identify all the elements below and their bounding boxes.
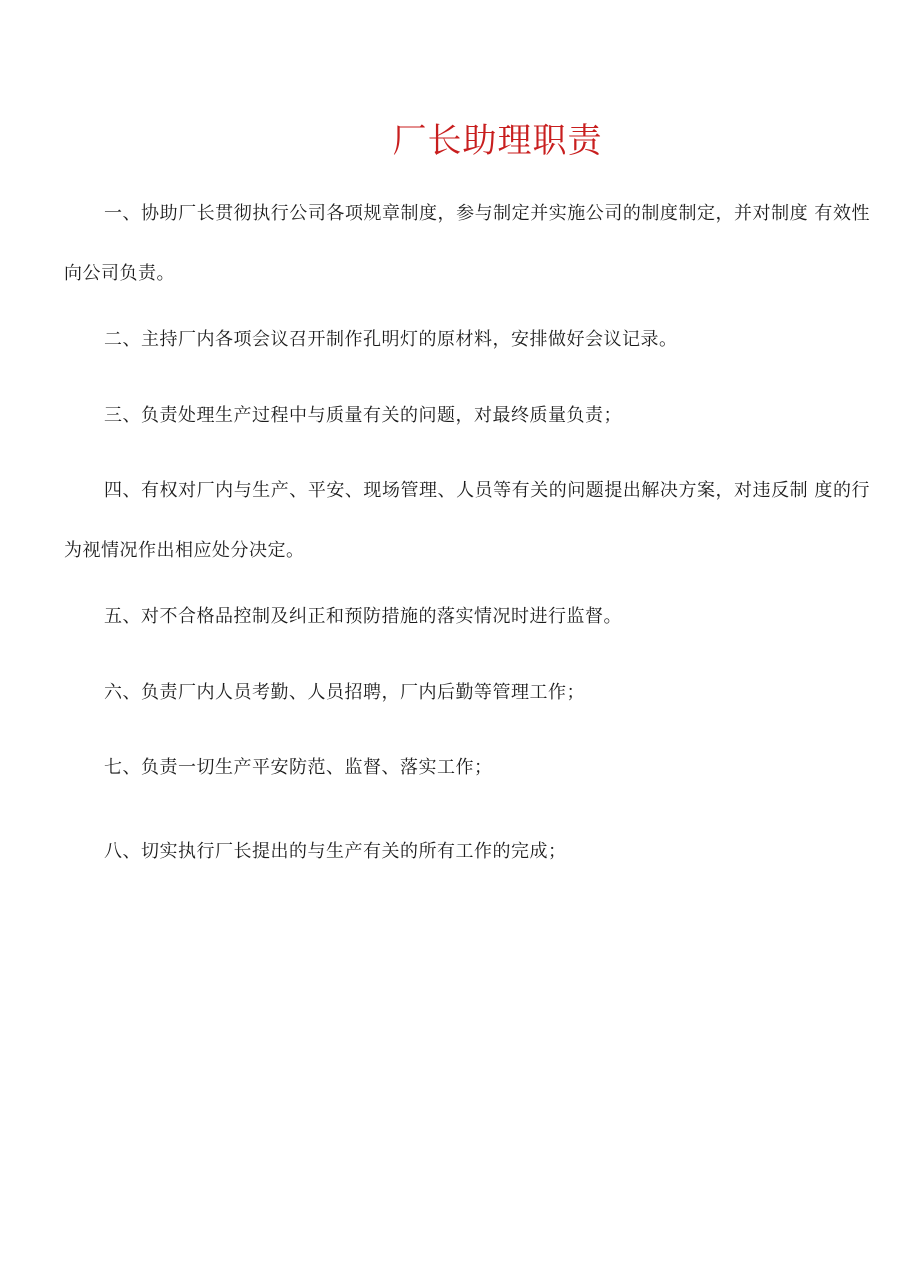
duty-paragraph-5: 五、对不合格品控制及纠正和预防措施的落实情况时进行监督。 [104, 606, 622, 627]
duty-paragraph-1: 一、协助厂长贯彻执行公司各项规章制度，参与制定并实施公司的制度制定，并对制度 有效性向公司负责。 [64, 203, 870, 284]
duty-paragraph-3: 三、负责处理生产过程中与质量有关的问题，对最终质量负责； [104, 405, 622, 426]
document-title: 厂长助理职责 [392, 121, 603, 161]
duty-paragraph-8: 八、切实执行厂长提出的与生产有关的所有工作的完成； [104, 841, 567, 862]
duty-paragraph-6: 六、负责厂内人员考勤、人员招聘，厂内后勤等管理工作； [104, 682, 585, 703]
duty-paragraph-4: 四、有权对厂内与生产、平安、现场管理、人员等有关的问题提出解决方案，对违反制 度的行为视情况作出相应处分决定。 [64, 480, 870, 561]
duty-paragraph-7: 七、负责一切生产平安防范、监督、落实工作； [104, 757, 493, 778]
duty-paragraph-2: 二、主持厂内各项会议召开制作孔明灯的原材料，安排做好会议记录。 [104, 329, 678, 350]
